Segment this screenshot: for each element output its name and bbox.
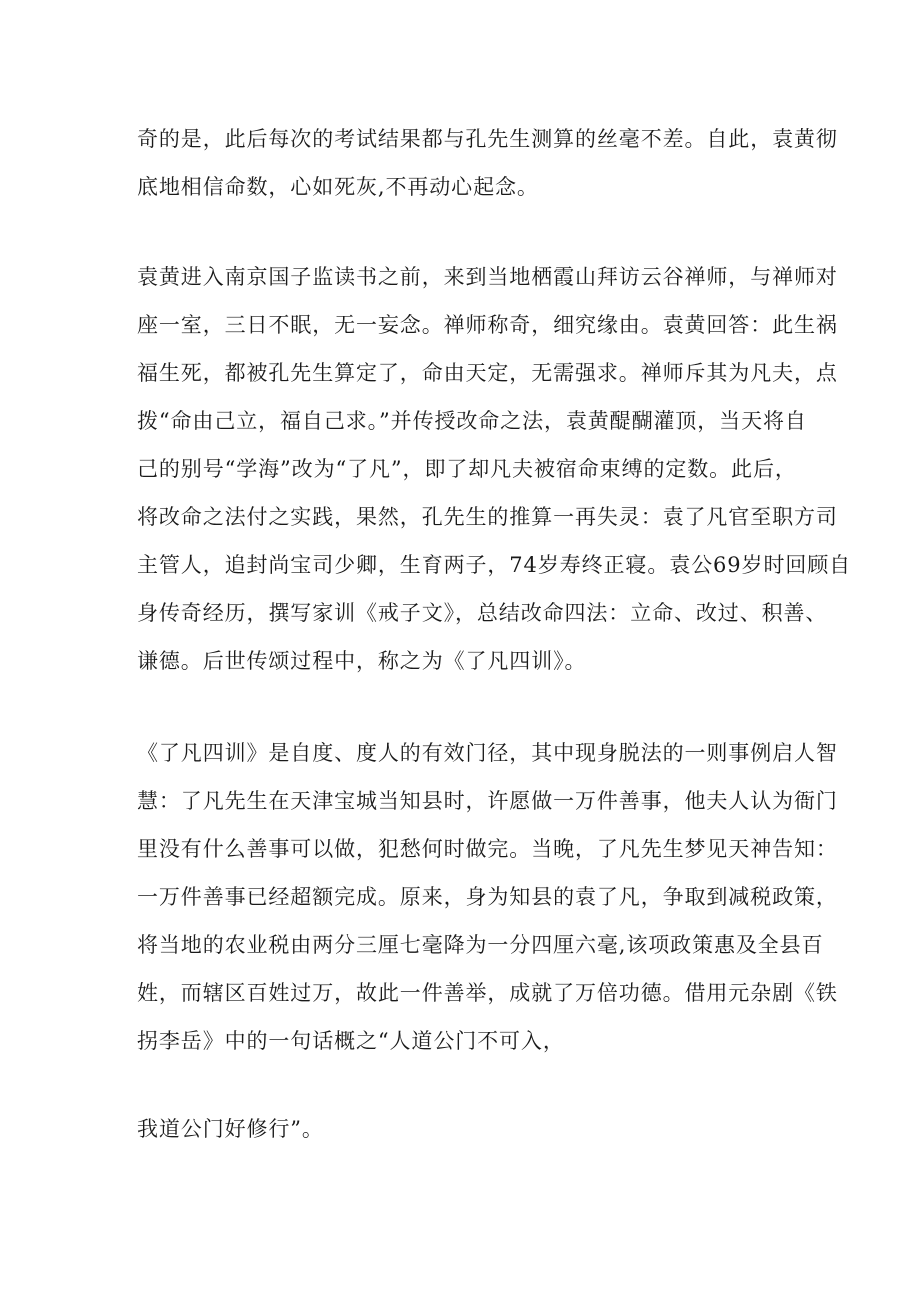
paragraph-line: 袁黄进入南京国子监读书之前，来到当地栖霞山拜访云谷禅师，与禅师对 <box>137 265 838 289</box>
paragraph-line: 福生死，都被孔先生算定了，命由天定，无需强求。禅师斥其为凡夫，点 <box>137 361 838 385</box>
paragraph-line: 里没有什么善事可以做，犯愁何时做完。当晚，了凡先生梦见天神告知： <box>137 837 838 861</box>
paragraph-line: 一万件善事已经超额完成。原来，身为知县的袁了凡，争取到减税政策， <box>137 885 838 909</box>
paragraph-line: 谦德。后世传颂过程中，称之为《了凡四训》。 <box>137 649 587 673</box>
paragraph-line: 将改命之法付之实践，果然，孔先生的推算一再失灵：袁了凡官至职方司 <box>137 505 838 529</box>
paragraph-line: 座一室，三日不眠，无一妄念。禅师称奇，细究缘由。袁黄回答：此生祸 <box>137 313 838 337</box>
paragraph-line: 拐李岳》中的一句话概之“人道公门不可入， <box>137 1029 565 1053</box>
paragraph-line: 将当地的农业税由两分三厘七毫降为一分四厘六毫,该项政策惠及全县百 <box>137 933 824 957</box>
paragraph-line: 主管人，追封尚宝司少卿，生育两子，74岁寿终正寝。袁公69岁时回顾自 <box>137 553 852 577</box>
paragraph-line: 姓，而辖区百姓过万，故此一件善举，成就了万倍功德。借用元杂剧《铁 <box>137 981 838 1005</box>
paragraph-line: 身传奇经历，撰写家训《戒子文》，总结改命四法：立命、改过、积善、 <box>137 601 828 625</box>
paragraph-line: 我道公门好修行”。 <box>137 1117 324 1141</box>
paragraph-line: 己的别号“学海”改为“了凡”，即了却凡夫被宿命束缚的定数。此后， <box>137 457 797 481</box>
paragraph-line: 《了凡四训》是自度、度人的有效门径，其中现身脱法的一则事例启人智 <box>137 741 838 765</box>
paragraph-line: 底地相信命数，心如死灰,不再动心起念。 <box>137 175 539 199</box>
paragraph-line: 慧：了凡先生在天津宝城当知县时，许愿做一万件善事，他夫人认为衙门 <box>137 789 838 813</box>
paragraph-line: 奇的是，此后每次的考试结果都与孔先生测算的丝毫不差。自此，袁黄彻 <box>137 127 838 151</box>
paragraph-line: 拨“命由己立，福自己求。”并传授改命之法，袁黄醍醐灌顶，当天将自 <box>137 409 807 433</box>
